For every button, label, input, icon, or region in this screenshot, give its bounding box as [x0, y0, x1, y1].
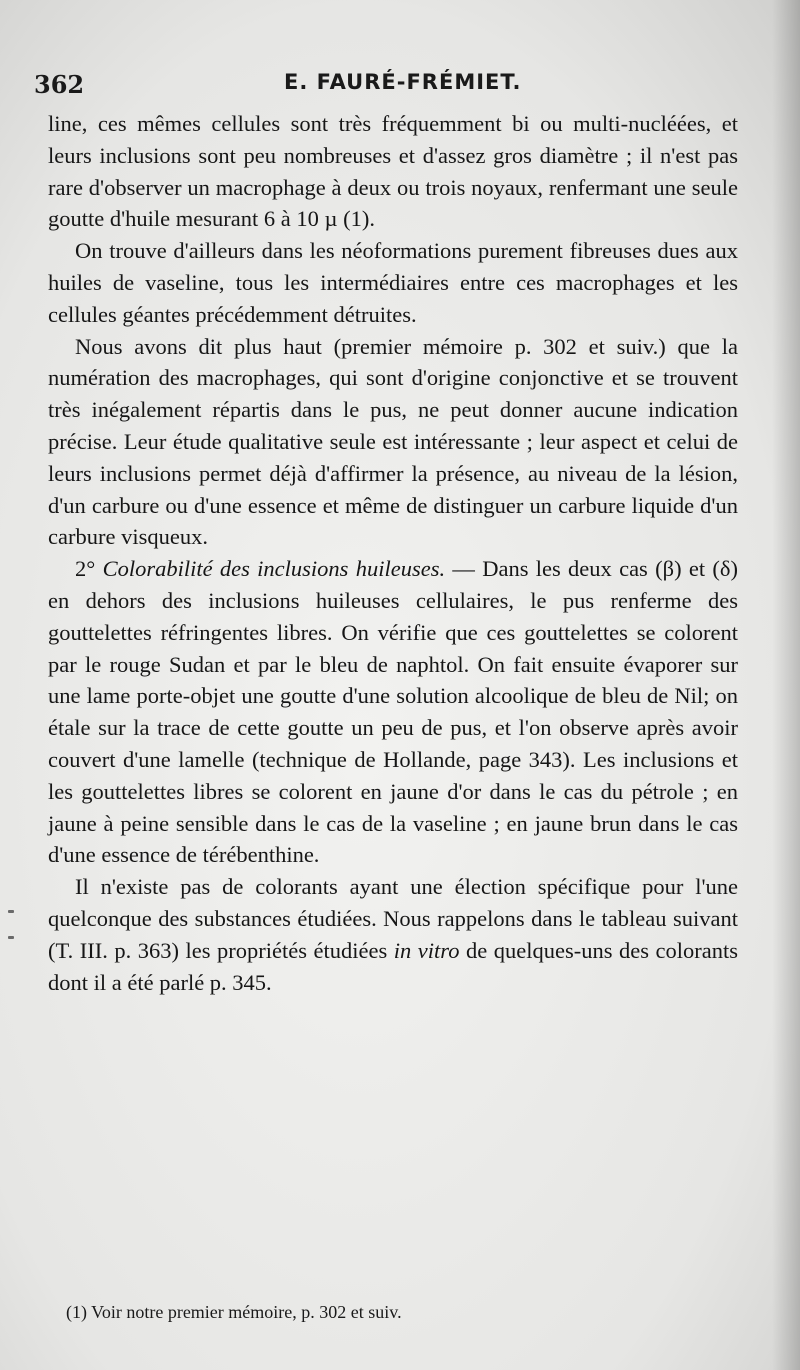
paragraph-2	[48, 235, 738, 330]
paragraph-5-tail: de quelques-uns des colorants dont il a été parlé p. 345.	[48, 937, 738, 995]
paragraph-4-text: — Dans les deux cas (β) et (δ) en dehors des inclusions huileuses cellulaires, le pus renferme des gouttelettes réfringentes libres. On vérifie que ces gouttelettes se colorent par le rouge Sudan et par le bleu de naphtol. On fait ensuite évaporer sur une lame porte-objet une goutte d'une solution alcoolique de bleu de Nil; on étale sur la trace de cette goutte un peu de pus, et l'on observe après avoir couvert d'une lamelle (technique de Hollande, page 343). Les inclusions et les gouttelettes libres se colorent en jaune d'or dans le cas du pétrole ; en jaune à peine sensible dans le cas de la vaseline ; en jaune brun dans le cas d'une essence de térébenthine.	[48, 556, 738, 868]
paragraph-1	[48, 108, 738, 235]
in-vitro-term: in vitro	[393, 937, 460, 963]
footnote: (1) Voir notre premier mémoire, p. 302 et suiv.	[66, 1302, 402, 1322]
margin-mark	[8, 910, 14, 913]
paragraph-2-text: On trouve d'ailleurs dans les néoformations purement fibreuses dues aux huiles de vaseline, tous les intermédiaires entre ces macrophages et les cellules géantes précédemment détruites.	[48, 238, 738, 327]
page-number: 362	[34, 70, 85, 99]
margin-mark	[8, 936, 14, 939]
paragraph-4	[48, 553, 738, 871]
section-number: 2°	[75, 556, 103, 582]
running-head	[34, 70, 734, 104]
paragraph-5	[48, 871, 738, 998]
paragraph-5-text: Il n'existe pas de colorants ayant une élection spécifique pour l'une quelconque des substances étudiées. Nous rappelons dans le tableau suivant (T. III. p. 363) les propriétés étudiées	[48, 874, 738, 963]
running-title: E. FAURÉ-FRÉMIET.	[284, 70, 522, 94]
paragraph-3	[48, 331, 738, 554]
body-text	[48, 108, 738, 998]
section-heading: Colorabilité des inclusions huileuses.	[102, 556, 446, 582]
paragraph-1-text: line, ces mêmes cellules sont très fréquemment bi ou multi-nucléées, et leurs inclusions sont peu nombreuses et d'assez gros diamètre ; il n'est pas rare d'observer un macrophage à deux ou trois noyaux, renfermant une seule goutte d'huile mesurant 6 à 10 µ (1).	[48, 111, 738, 232]
paragraph-3-text: Nous avons dit plus haut (premier mémoire p. 302 et suiv.) que la numération des macrophages, qui sont d'origine conjonctive et se trouvent très inégalement répartis dans le pus, ne peut donner aucune indication précise. Leur étude qualitative seule est intéressante ; leur aspect et celui de leurs inclusions permet déjà d'affirmer la présence, au niveau de la lésion, d'un carbure ou d'une essence et même de distinguer un carbure liquide d'un carbure visqueux.	[48, 333, 738, 550]
